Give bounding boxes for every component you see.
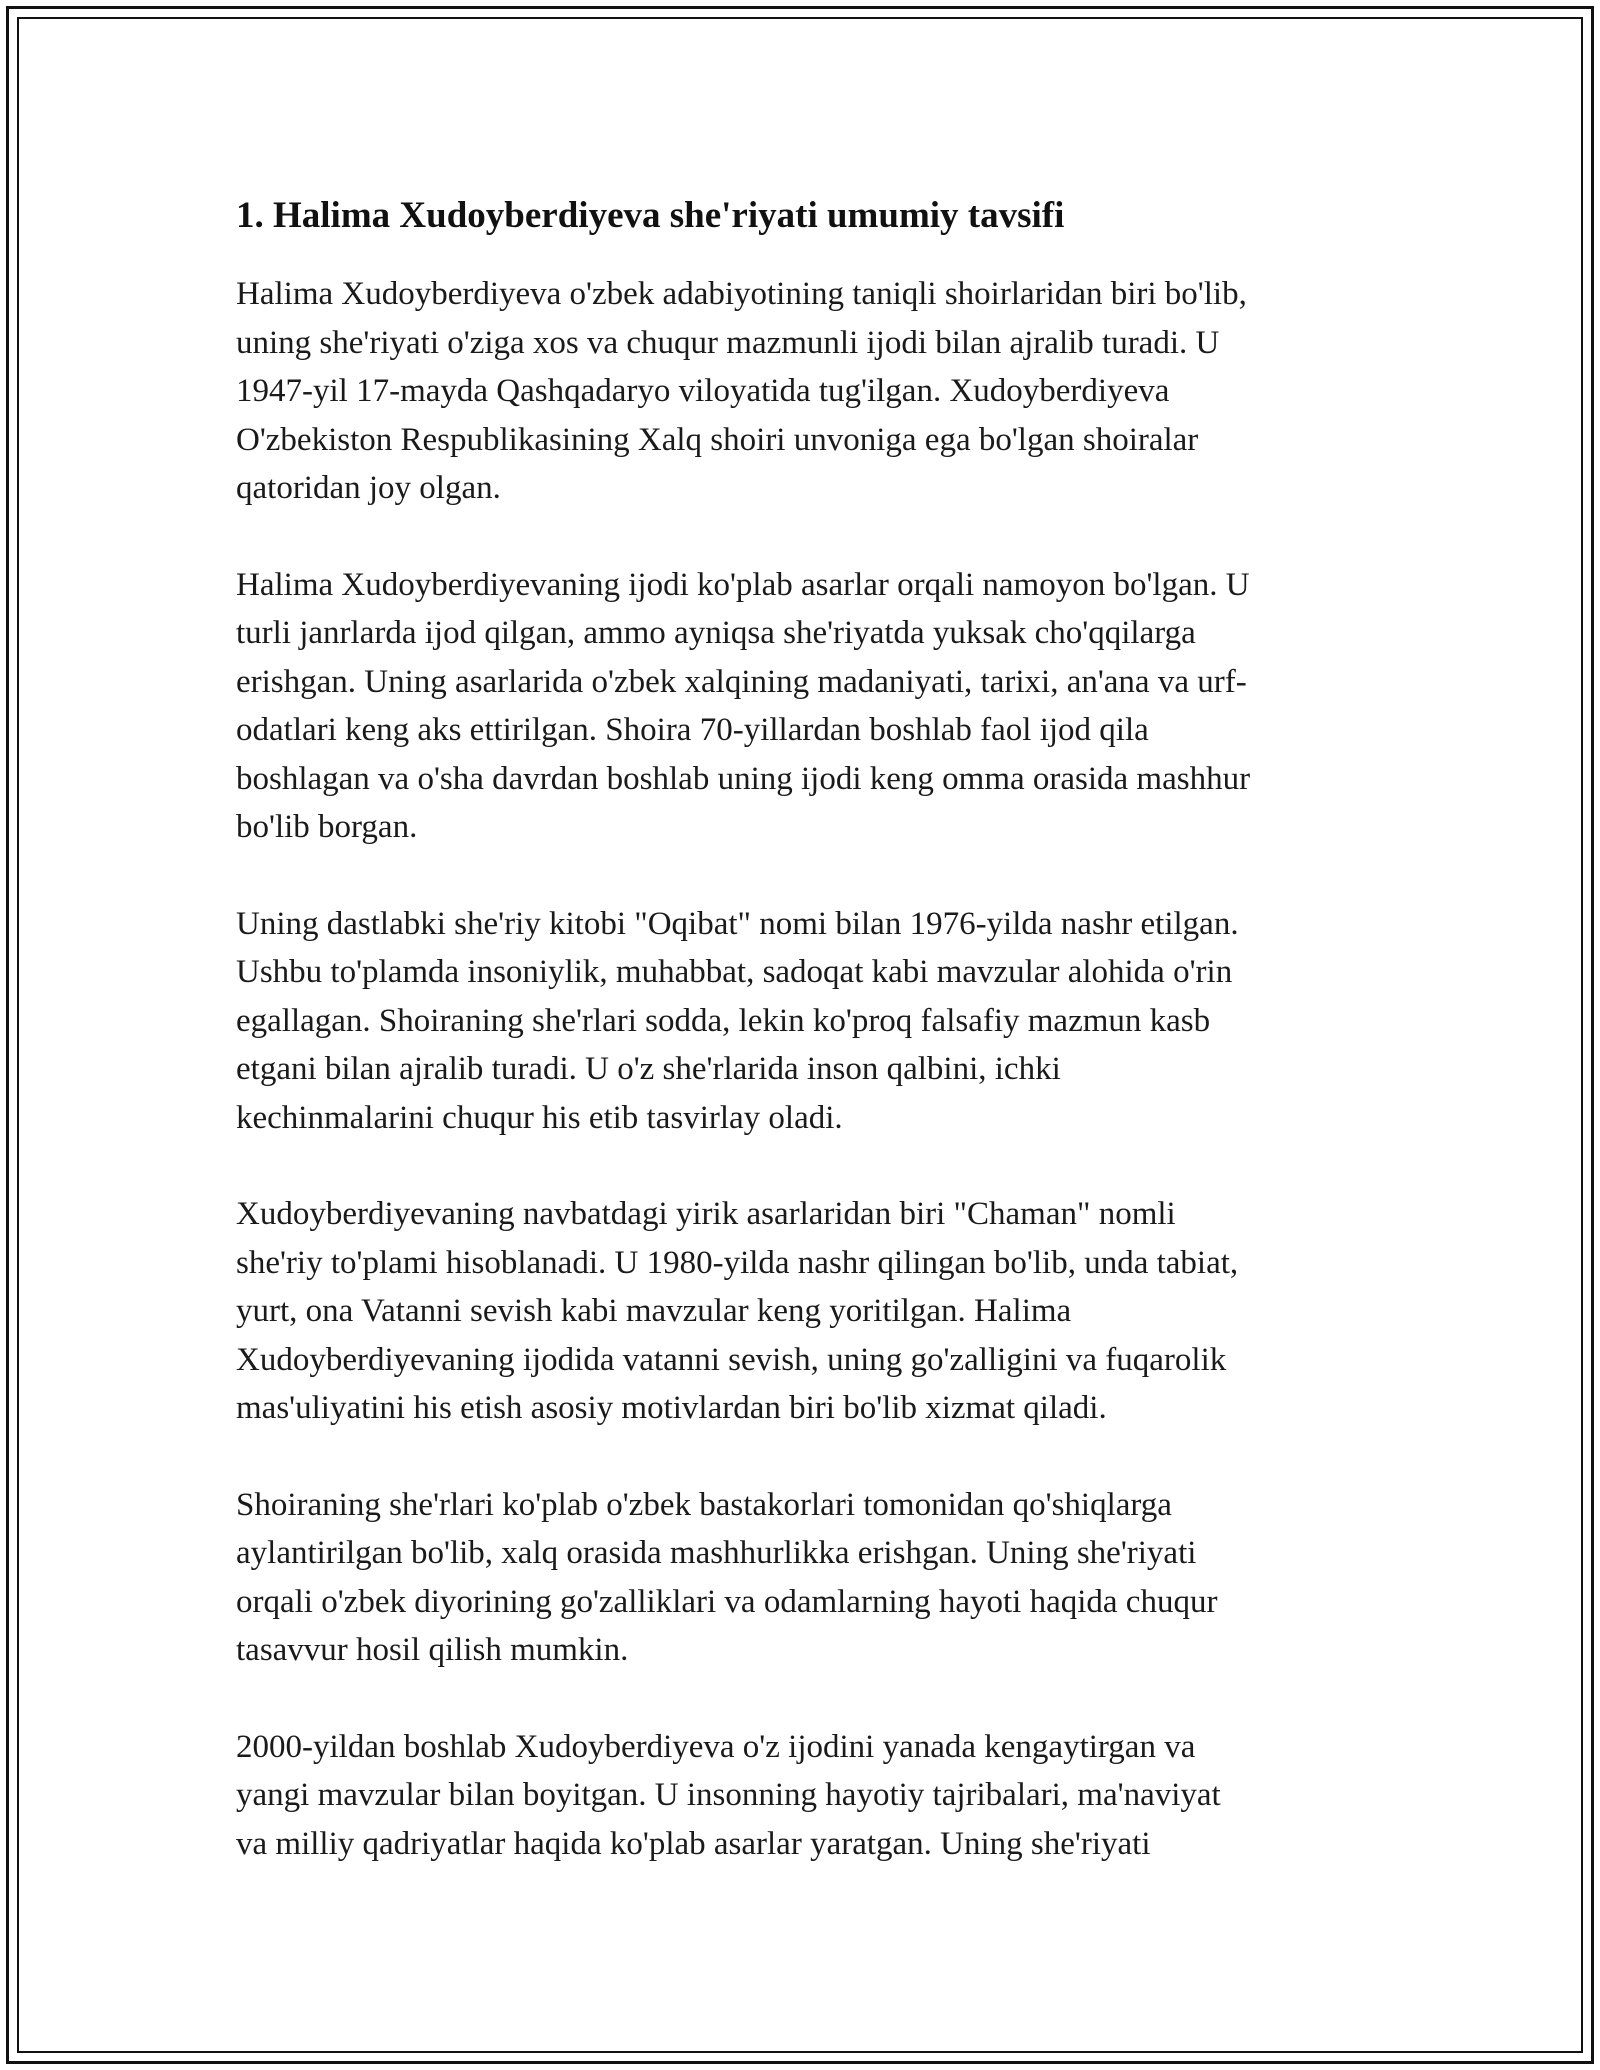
paragraph-line: 2000-yildan boshlab Xudoyberdiyeva o'z ijodini yanada kengaytirgan va <box>236 1728 1196 1765</box>
section-heading: 1. Halima Xudoyberdiyeva she'riyati umumiy tavsifi <box>236 195 1065 236</box>
paragraph-line: Xudoyberdiyevaning ijodida vatanni sevish, uning go'zalligini va fuqarolik <box>236 1341 1227 1378</box>
paragraph-line: Halima Xudoyberdiyevaning ijodi ko'plab asarlar orqali namoyon bo'lgan. U <box>236 566 1250 603</box>
paragraph-line: Shoiraning she'rlari ko'plab o'zbek bastakorlari tomonidan qo'shiqlarga <box>236 1486 1172 1523</box>
paragraph-line: bo'lib borgan. <box>236 809 418 845</box>
paragraph-line: she'riy to'plami hisoblanadi. U 1980-yilda nashr qilingan bo'lib, unda tabiat, <box>236 1244 1239 1281</box>
paragraph-6 <box>236 1723 1376 1869</box>
paragraph-line: tasavvur hosil qilish mumkin. <box>236 1632 629 1668</box>
paragraph-line: etgani bilan ajralib turadi. U o'z she'rlarida inson qalbini, ichki <box>236 1051 1061 1087</box>
paragraph-line: yangi mavzular bilan boyitgan. U insonning hayotiy tajribalari, ma'naviyat <box>236 1777 1221 1813</box>
paragraph-line: mas'uliyatini his etish asosiy motivlardan biri bo'lib xizmat qiladi. <box>236 1390 1107 1426</box>
paragraph-line: uning she'riyati o'ziga xos va chuqur mazmunli ijodi bilan ajralib turadi. U <box>236 324 1220 361</box>
paragraph-line: turli janrlarda ijod qilgan, ammo ayniqsa she'riyatda yuksak cho'qqilarga <box>236 615 1196 651</box>
paragraph-line: Xudoyberdiyevaning navbatdagi yirik asarlaridan biri "Chaman" nomli <box>236 1196 1176 1232</box>
paragraph-line: kechinmalarini chuqur his etib tasvirlay oladi. <box>236 1099 843 1136</box>
paragraph-line: O'zbekiston Respublikasining Xalq shoiri unvoniga ega bo'lgan shoiralar <box>236 421 1199 458</box>
paragraph-line: odatlari keng aks ettirilgan. Shoira 70-yillardan boshlab faol ijod qila <box>236 712 1149 748</box>
paragraph-line: qatoridan joy olgan. <box>236 470 501 506</box>
paragraph-line: egallagan. Shoiraning she'rlari sodda, lekin ko'proq falsafiy mazmun kasb <box>236 1002 1211 1039</box>
paragraph-line: Ushbu to'plamda insoniylik, muhabbat, sadoqat kabi mavzular alohida o'rin <box>236 954 1233 990</box>
paragraph-line: Halima Xudoyberdiyeva o'zbek adabiyotining taniqli shoirlaridan biri bo'lib, <box>236 276 1247 312</box>
paragraph-5 <box>236 1481 1376 1675</box>
paragraph-line: va milliy qadriyatlar haqida ko'plab asarlar yaratgan. Uning she'riyati <box>236 1825 1151 1862</box>
paragraph-line: aylantirilgan bo'lib, xalq orasida mashhurlikka erishgan. Uning she'riyati <box>236 1535 1197 1571</box>
paragraph-line: yurt, ona Vatanni sevish kabi mavzular keng yoritilgan. Halima <box>236 1293 1072 1329</box>
paragraph-line: 1947-yil 17-mayda Qashqadaryo viloyatida tug'ilgan. Xudoyberdiyeva <box>236 373 1170 409</box>
paragraph-line: boshlagan va o'sha davrdan boshlab uning ijodi keng omma orasida mashhur <box>236 760 1251 797</box>
document-body <box>236 190 1376 1916</box>
paragraph-line: orqali o'zbek diyorining go'zalliklari va odamlarning hayoti haqida chuqur <box>236 1583 1218 1620</box>
paragraph-line: erishgan. Uning asarlarida o'zbek xalqining madaniyati, tarixi, an'ana va urf- <box>236 663 1247 700</box>
paragraph-1 <box>236 270 1376 513</box>
paragraph-line: Uning dastlabki she'riy kitobi "Oqibat" nomi bilan 1976-yilda nashr etilgan. <box>236 905 1239 942</box>
paragraph-4 <box>236 1190 1376 1433</box>
paragraph-2 <box>236 561 1376 852</box>
paragraph-3 <box>236 900 1376 1143</box>
